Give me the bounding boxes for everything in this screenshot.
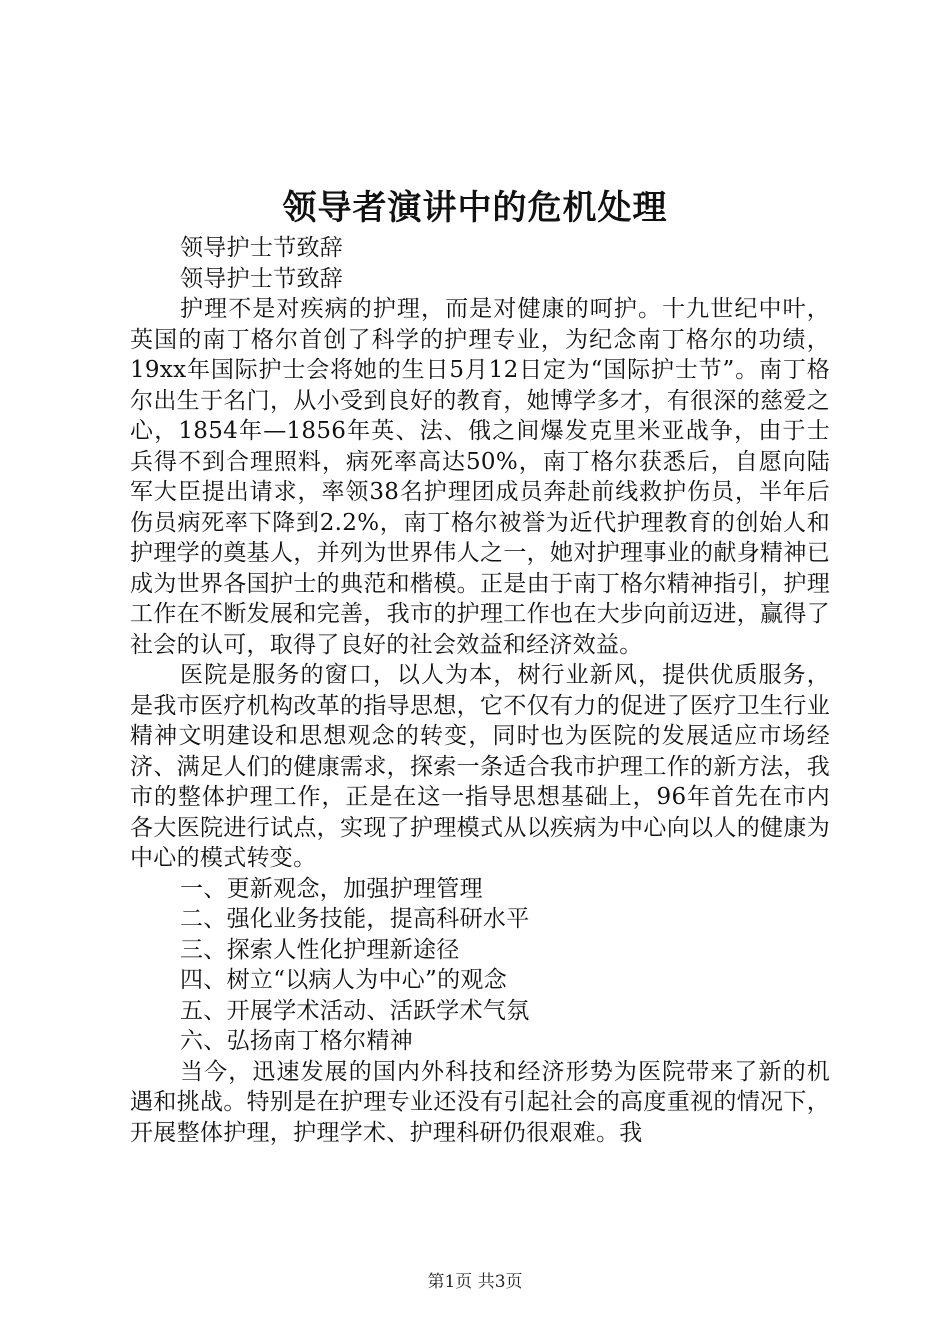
document-body	[130, 233, 830, 1148]
list-item: 四、树立“以病人为中心”的观念	[180, 967, 508, 993]
heading-line: 领导护士节致辞	[180, 265, 344, 292]
body-paragraph: 护理不是对疾病的护理，而是对健康的呵护。十九世纪中叶，英国的南丁格尔首创了科学的护理专业，为纪念南丁格尔的功绩，19xx年国际护士会将她的生日5月12日定为“国际护士节”。南丁格尔出生于名门，从小受到良好的教育，她博学多才，有很深的慈爱之心，1854年—1856年英、法、俄之间爆发克里米亚战争，由于士兵得不到合理照料，病死率高达50%，南丁格尔获悉后，自愿向陆军大臣提出请求，率领38名护理团成员奔赴前线救护伤员，半年后伤员病死率下降到2.2%，南丁格尔被誉为近代护理教育的创始人和护理学的奠基人，并列为世界伟人之一，她对护理事业的献身精神已成为世界各国护士的典范和楷模。正是由于南丁格尔精神指引，护理工作在不断发展和完善，我市的护理工作也在大步向前迈进，赢得了社会的认可，取得了良好的社会效益和经济效益。	[130, 296, 830, 658]
closing-paragraph: 当今，迅速发展的国内外科技和经济形势为医院带来了新的机遇和挑战。特别是在护理专业还没有引起社会的高度重视的情况下，开展整体护理，护理学术、护理科研仍很艰难。我	[130, 1058, 830, 1146]
body-paragraph: 医院是服务的窗口，以人为本，树行业新风，提供优质服务，是我市医疗机构改革的指导思想，它不仅有力的促进了医疗卫生行业精神文明建设和思想观念的转变，同时也为医院的发展适应市场经济、满足人们的健康需求，探索一条适合我市护理工作的新方法，我市的整体护理工作，正是在这一指导思想基础上，96年首先在市内各大医院进行试点，实现了护理模式从以疾病为中心向以人的健康为中心的模式转变。	[130, 662, 830, 871]
list-item: 五、开展学术活动、活跃学术气氛	[180, 997, 530, 1024]
document-title: 领导者演讲中的危机处理	[282, 188, 668, 228]
list-item: 二、强化业务技能，提高科研水平	[180, 906, 530, 932]
list-item: 三、探索人性化护理新途径	[180, 936, 460, 963]
heading-line: 领导护士节致辞	[180, 235, 344, 261]
list-item: 一、更新观念，加强护理管理	[180, 875, 483, 902]
list-item: 六、弘扬南丁格尔精神	[180, 1028, 413, 1054]
page-footer: 第1页 共3页	[427, 1272, 523, 1292]
